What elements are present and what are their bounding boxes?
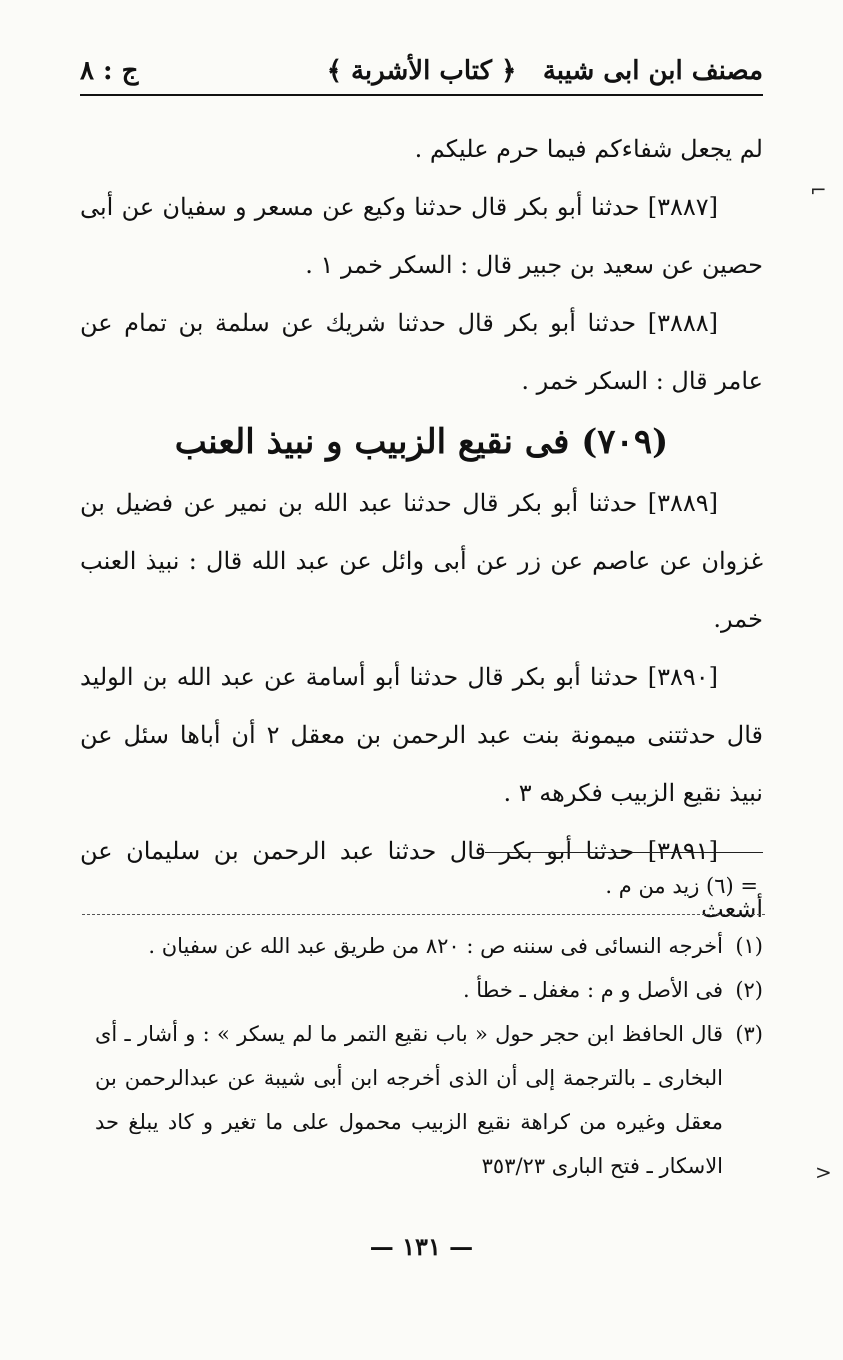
hadith-3887: [٣٨٨٧] حدثنا أبو بكر قال حدثنا وكيع عن مسعر و سفيان عن أبى حصين عن سعيد بن جبير قال : السكر خمر ١ . bbox=[80, 193, 763, 279]
hadith-3891: [٣٨٩١] حدثنا أبو بكر قال حدثنا عبد الرحمن بن سليمان عن أشعث bbox=[80, 837, 763, 923]
footnote-text: قال الحافظ ابن حجر حول « باب نقيع التمر ما لم يسكر » : و أشار ـ أى البخارى ـ بالترجمة إلى أن الذى أخرجه ابن أبى شيبة عن عبدالرحمن بن معقل وغيره من كراهة نقيع الزبيب محمول على ما تغير و كاد يبلغ حد الاسكار ـ فتح البارى ٣٥٣/٢٣ bbox=[95, 1022, 723, 1178]
book-title: مصنف ابن ابى شيبة bbox=[542, 56, 763, 86]
hadith-3889: [٣٨٨٩] حدثنا أبو بكر قال حدثنا عبد الله بن نمير عن فضيل بن غزوان عن عاصم عن زر عن أبى وائل عن عبد الله قال : نبيذ العنب خمر. bbox=[80, 489, 763, 633]
footnote-1 bbox=[95, 924, 763, 968]
chapter-heading: (٧٠٩) فى نقيع الزبيب و نبيذ العنب bbox=[174, 422, 669, 462]
section-title: ﴿ كتاب الأشربة ﴾ bbox=[326, 56, 517, 86]
footnote-number: (٢) bbox=[735, 978, 763, 1002]
hadith-3890: [٣٨٩٠] حدثنا أبو بكر قال حدثنا أبو أسامة عن عبد الله بن الوليد قال حدثتنى ميمونة بنت عبد الرحمن بن معقل ٢ أن أباها سئل عن نبيذ نقيع الزبيب فكرهه ٣ . bbox=[80, 663, 764, 807]
margin-mark-icon: ⌐ bbox=[810, 178, 827, 202]
footnote-separator bbox=[485, 852, 763, 853]
margin-mark-icon: < bbox=[815, 1160, 832, 1184]
main-text bbox=[80, 120, 763, 938]
footnote-number: (٣) bbox=[735, 1022, 763, 1046]
continuation-line: لم يجعل شفاءكم فيما حرم عليكم . bbox=[414, 135, 763, 163]
footnote-divider bbox=[82, 914, 765, 915]
footnote-text: فى الأصل و م : مغفل ـ خطأ . bbox=[462, 978, 723, 1002]
volume-number: ج : ٨ bbox=[80, 56, 139, 86]
footnotes bbox=[95, 924, 763, 1188]
page-header bbox=[80, 48, 763, 96]
footnote-continuation: = (٦) زيد من م . bbox=[605, 874, 758, 898]
hadith-3888: [٣٨٨٨] حدثنا أبو بكر قال حدثنا شريك عن سلمة بن تمام عن عامر قال : السكر خمر . bbox=[80, 309, 763, 395]
footnote-number: (١) bbox=[735, 934, 763, 958]
footnote-3 bbox=[95, 1012, 763, 1188]
page-number: — ١٣١ — bbox=[369, 1232, 474, 1261]
footnote-2 bbox=[95, 968, 763, 1012]
footnote-text: أخرجه النسائى فى سننه ص : ٨٢٠ من طريق عبد الله عن سفيان . bbox=[148, 934, 723, 958]
